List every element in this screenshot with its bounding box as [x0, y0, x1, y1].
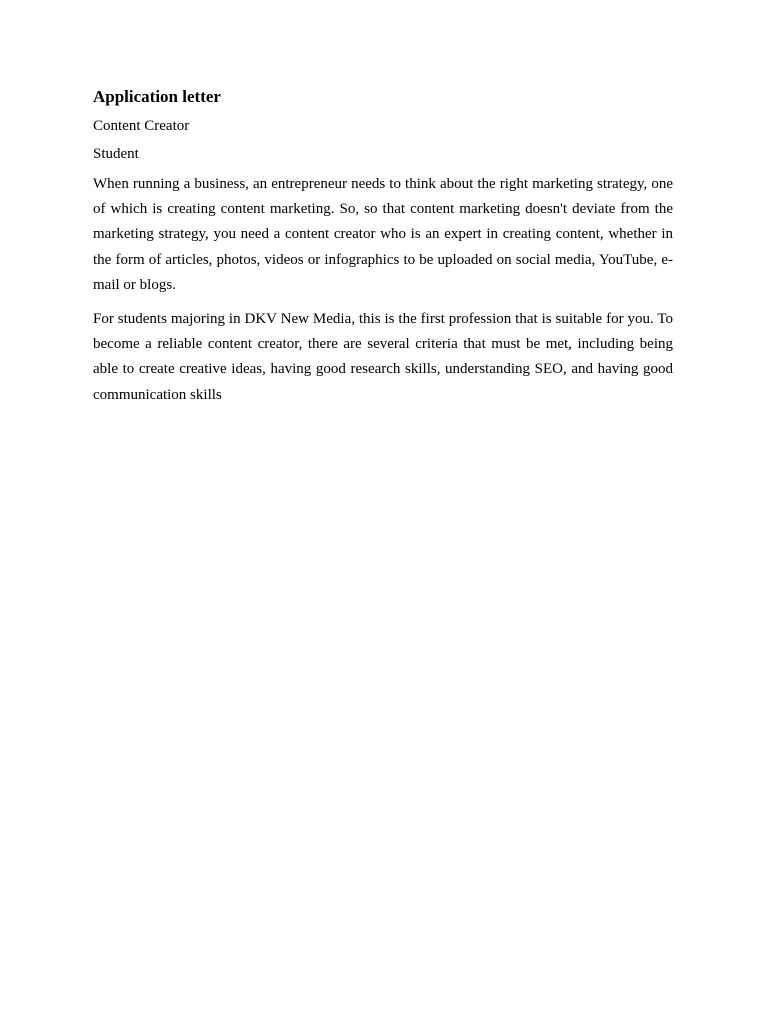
- position-line: Content Creator: [93, 118, 190, 134]
- body-paragraph-1: When running a business, an entrepreneur needs to think about the right marketing strategy, one of which is creating content marketing. So, so that content marketing doesn't deviate from the marketing strategy, you need a content creator who is an expert in creating content, whether in the form of articles, photos, videos or infographics to be uploaded on social media, YouTube, e-mail or blogs.: [93, 176, 673, 293]
- body-paragraph-2: For students majoring in DKV New Media, this is the first profession that is suitable for you. To become a reliable content creator, there are several criteria that must be met, including being able to create creative ideas, having good research skills, understanding SEO, and having good communication skills: [93, 311, 673, 403]
- applicant-status-line: Student: [93, 146, 139, 162]
- document-title: Application letter: [93, 87, 221, 106]
